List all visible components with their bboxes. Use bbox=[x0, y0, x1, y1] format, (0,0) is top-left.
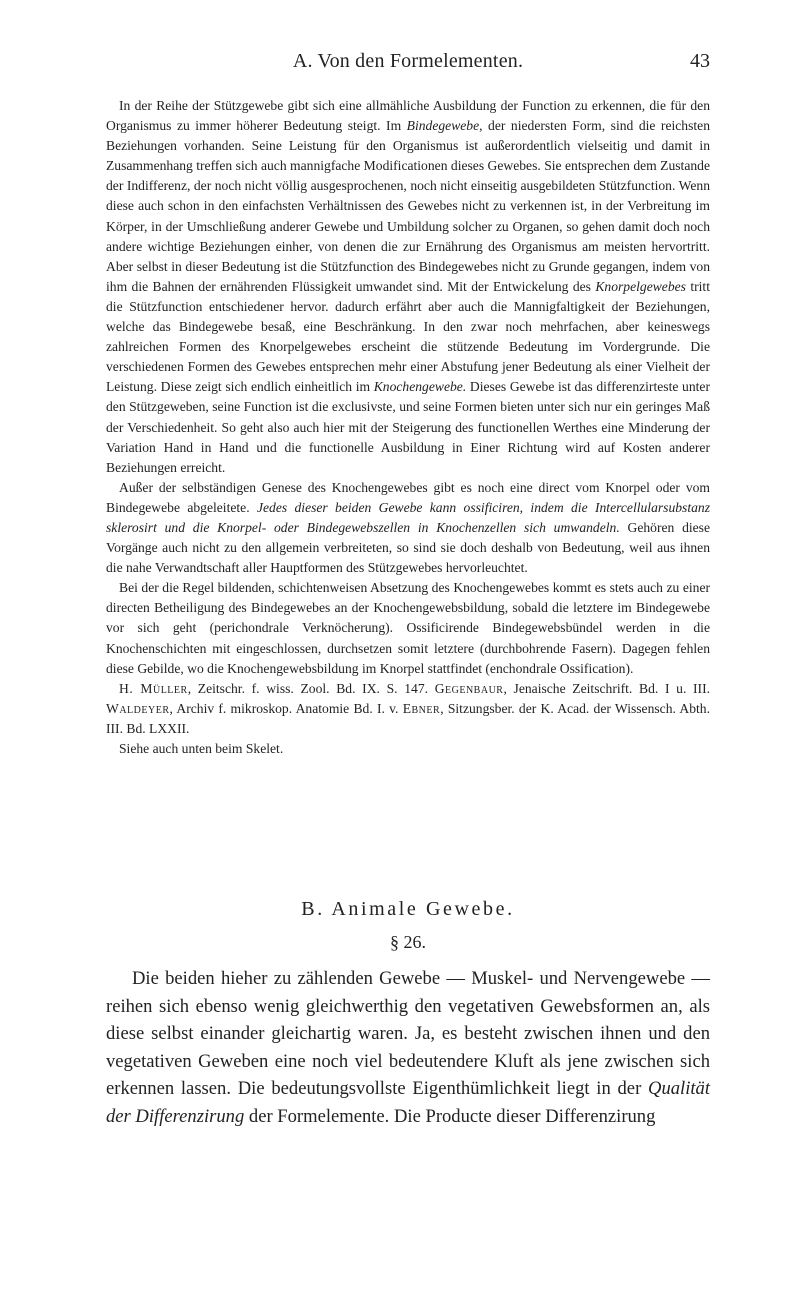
paragraph-number: § 26. bbox=[390, 932, 426, 952]
running-title: A. Von den Formelementen. bbox=[292, 50, 524, 72]
author-ebner: Ebner bbox=[402, 700, 441, 716]
section-heading: B. Animale Gewebe. bbox=[301, 898, 515, 920]
author-gegenbaur: Gegenbaur bbox=[434, 680, 504, 696]
emphasis-ossification: Jedes dieser beiden Gewebe kann ossificiren, indem die Intercellularsubstanz sklerosirt und die Knorpel- oder Bindegewebszellen in Knochenzellen sich umwandeln. bbox=[106, 499, 710, 535]
running-head bbox=[106, 50, 710, 78]
term-bindegewebe: Bindegewebe bbox=[406, 118, 480, 134]
term-knorpelgewebe: Knorpelgewebes bbox=[595, 278, 686, 294]
paragraph-absetzung: Bei der die Regel bildenden, schichtenweisen Absetzung des Knochengewebes kommt es stets auch zu einer directen Betheiligung des Bindegewebes an der Knochengewebsbildung, sobald die letztere im Bindegewebe vor sich geht (perichondrale Verknöcherung). Ossificirende Bindegewebsbündel werden in die Knochenschichten mit eingeschlossen, durchsetzen somit letztere (durchbohrende Fasern). Dagegen fehlen diese Gebilde, wo die Knochengewebsbildung im Knorpel stattfindet (enchondrale Ossification). bbox=[106, 580, 710, 676]
paragraph-genese: Außer der selbständigen Genese des Knochengewebes gibt es noch eine direct vom Knorpel oder vom Bindegewebe abgeleitete. Jedes dieser beiden Gewebe kann ossificiren, indem die Intercellularsubstanz sklerosirt und die Knorpel- oder Bindegewebszellen in Knochenzellen sich umwandeln. Gehören diese Vorgänge auch nicht zu den allgemein verbreiteten, so sind sie doch deshalb von Bedeutung, weil aus ihnen die nahe Verwandtschaft aller Hauptformen des Stützgewebes hervorleuchtet. bbox=[106, 479, 710, 576]
emphasis-qualitaet: Qualität der Differenzirung bbox=[106, 1078, 710, 1127]
author-mueller: H. Müller bbox=[119, 680, 188, 696]
author-waldeyer: Waldeyer bbox=[106, 700, 170, 716]
paragraph-stuetzgewebe: In der Reihe der Stützgewebe gibt sich eine allmähliche Ausbildung der Function zu erkennen, die für den Organismus zu immer höherer Bedeutung steigt. Im Bindegewebe, der niedersten Form, sind die reichsten Beziehungen vorhanden. Seine Leistung für den Organismus ist außerordentlich vielseitig und damit in Zusammenhang treffen sich auch mannigfache Modificationen dieses Gewebes. Sie entsprechen dem Zustande der Indifferenz, der noch nicht völlig ausgesprochenen, noch nicht einseitig ausgebildeten Stützfunction. Wenn diese auch schon in den einfachsten Verhältnissen des Gewebes nicht zu verkennen ist, in der Verbreitung im Körper, in der Umschließung anderer Gewebe und Umbildung solcher zu Organen, so gehen damit doch noch andere wichtige Beziehungen einher, von denen die zur Ernährung des Organismus am meisten hervortritt. Aber selbst in dieser Bedeutung ist die Stützfunction des Bindegewebes nicht zu Grunde gegangen, indem von ihm die Bahnen der ernährenden Flüssigkeit umwandet sind. Mit der Entwickelung des Knorpelgewebes tritt die Stützfunction entschiedener hervor. dadurch erfährt aber auch die Mannigfaltigkeit der Beziehungen, welche das Bindegewebe besaß, eine Beschränkung. In den zwar noch mehrfachen, aber keineswegs zahlreichen Formen des Knorpelgewebes erscheint die stützende Bedeutung im Vordergrunde. Die verschiedenen Formen des Gewebes entsprechen mehr einer Abstufung jener Bedeutung als einer Vielheit der Leistung. Diese zeigt sich endlich einheitlich im Knochengewebe. Dieses Gewebe ist das differenzirteste unter den Stützgeweben, seine Function ist die exclusivste, und seine Formen bieten unter sich nur ein geringes Maß der Verschiedenheit. So geht also auch hier mit der Steigerung des functionellen Werthes eine Minderung der Variation Hand in Hand und die functionelle Ausbildung in Einer Richtung wird auf Kosten anderer Beziehungen erreicht. bbox=[106, 98, 710, 475]
small-print-text bbox=[106, 96, 710, 759]
main-text bbox=[106, 965, 710, 1131]
term-knochengewebe: Knochengewebe. bbox=[373, 379, 467, 395]
page-number: 43 bbox=[690, 50, 710, 72]
paragraph-animale-gewebe: Die beiden hieher zu zählenden Gewebe — Muskel- und Nervengewebe — reihen sich ebenso wenig gleichwerthig den vegetativen Gewebsformen an, als diese selbst einander gleichartig waren. Ja, es besteht zwischen ihnen und den vegetativen Geweben eine noch viel bedeutendere Kluft als jene zwischen sich erkennen lassen. Die bedeutungsvollste Eigenthümlichkeit liegt in der Qualität der Differenzirung der Formelemente. Die Producte dieser Differenzirung bbox=[106, 968, 710, 1127]
paragraph-see-also: Siehe auch unten beim Skelet. bbox=[119, 741, 284, 756]
paragraph-references: H. Müller, Zeitschr. f. wiss. Zool. Bd. IX. S. 147. Gegenbaur, Jenaische Zeitschrift. Bd. I u. III. Waldeyer, Archiv f. mikroskop. Anatomie Bd. I. v. Ebner, Sitzungsber. der K. Acad. der Wissensch. Abth. III. Bd. LXXII. bbox=[106, 680, 710, 736]
